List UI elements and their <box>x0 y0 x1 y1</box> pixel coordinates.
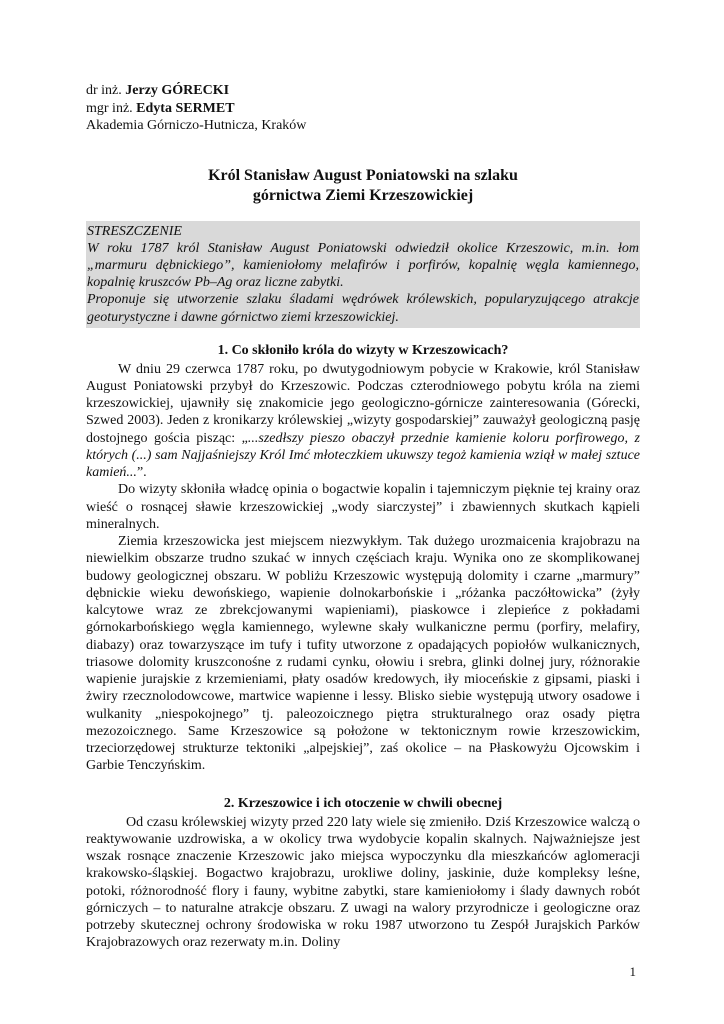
title-line-1: Król Stanisław August Poniatowski na szlaku <box>208 166 518 184</box>
title-line-2: górnictwa Ziemi Krzeszowickiej <box>252 186 474 204</box>
author-2-title: mgr inż. <box>86 100 133 116</box>
page-content <box>86 82 640 952</box>
section-1-paragraph-2: Do wizyty skłoniła władcę opinia o bogactwie kopalin i tajemniczym pięknie tej krainy oraz wieść o rosnącej sławie krzeszowickiej „wody siarczystej” i zbawiennych skutkach kąpieli mineralnych. <box>86 482 640 532</box>
section-2-heading: 2. Krzeszowice i ich otoczenie w chwili obecnej <box>223 795 503 811</box>
section-2-paragraph-1: Od czasu królewskiej wizyty przed 220 laty wiele się zmieniło. Dziś Krzeszowice walczą o reaktywowanie uzdrowiska, a w okolicy trwa wydobycie kopalin skalnych. Najważniejsze jest wszak rosnące znaczenie Krzeszowic jako miejsca wypoczynku dla mieszkańców aglomeracji krakowsko-śląskiej. Bogactwo krajobrazu, urokliwe doliny, jaskinie, duże kompleksy leśne, potoki, różnorodność flory i fauny, wybitne zabytki, stare kamieniołomy i ślady dawnych robót górniczych – to naturalne atrakcje obszaru. Z uwagi na walory przyrodnicze i geologiczne oraz potrzeby skutecznej ochrony środowiska w roku 1987 utworzono tu Zespół Jurajskich Parków Krajobrazowych oraz rezerwaty m.in. Doliny <box>86 814 640 951</box>
page-number: 1 <box>629 964 636 979</box>
section-1-p1-start: W dniu 29 czerwca 1787 roku, po dwutygodniowym pobycie w Krakowie, król Stanisław August Poniatowski przybył do Krzeszowic. Podczas czterodniowego pobytu króla na ziemi krzeszowickiej, ujawniły się znakomicie jego geologiczno-górnicze zainteresowania (Górecki, Szwed 2003). Jeden z kronikarzy królewskiej „wizyty gospodarskiej” zauważył geologiczną pasję dostojnego gościa pisząc: „ <box>86 361 640 446</box>
chronicle-quote: ...szedłszy pieszo obaczył przednie kamienie koloru porfirowego, z których (...) sam Najjaśniejszy Król Imć młoteczkiem ukuwszy tegoż kamienia wziął w małej sztuce kamień... <box>86 430 640 481</box>
paper-title <box>86 166 640 206</box>
author-2 <box>86 100 640 118</box>
affiliation: Akademia Górniczo-Hutnicza, Kraków <box>86 118 307 133</box>
abstract-box <box>86 221 640 328</box>
authors-block <box>86 82 640 135</box>
section-1-p1-end: ”. <box>136 465 147 481</box>
section-2 <box>86 795 640 952</box>
section-1-heading: 1. Co skłoniło króla do wizyty w Krzeszowicach? <box>217 342 509 358</box>
section-1-paragraph-1 <box>86 361 640 482</box>
section-1-paragraph-3: Ziemia krzeszowicka jest miejscem niezwykłym. Tak dużego urozmaicenia krajobrazu na niewielkim obszarze trudno szukać w innych częściach kraju. Wynika ono ze skomplikowanej budowy geologicznej obszaru. W pobliżu Krzeszowic występują dolomity i czarne „marmury” dębnickie wieku dewońskiego, wapienie dolnokarbońskie i „różanka paczółtowicka” (żyły kalcytowe wraz ze zbrekcjowanymi wapieniami), piaskowce i zlepieńce z pokładami górnokarbońskiego węgla kamiennego, wylewne skały wulkaniczne permu (porfiry, melafiry, diabazy) oraz towarzyszące im tufy i tufity utworzone z opadających popiołów wulkanicznych, triasowe dolomity kruszconośne z rudami cynku, ołowiu i srebra, glinki dolnej jury, różnorakie wapienie jurajskie z krzemieniami, płaty osadów kredowych, iły mioceńskie z gipsami, piaski i żwiry rzecznolodowcowe, martwice wapienne i lessy. Blisko siebie występują utwory osadowe i wulkanity „niespokojnego” tj. paleozoicznego piętra strukturalnego oraz osady piętra mezozoicznego. Same Krzeszowice są położone w tektonicznym rowie krzeszowickim, trzeciorzędowej strukturze tektoniki „alpejskiej”, zaś okolice – na Płaskowyżu Ojcowskim i Garbie Tenczyńskim. <box>86 534 640 774</box>
section-1 <box>86 342 640 775</box>
author-1-name: Jerzy GÓRECKI <box>125 83 230 98</box>
abstract-paragraph-2: Proponuje się utworzenie szlaku śladami wędrówek królewskich, popularyzującego atrakcje geoturystyczne i dawne górnictwo ziemi krzeszowickiej. <box>87 292 639 325</box>
abstract-heading: STRESZCZENIE <box>87 223 182 239</box>
author-1-title: dr inż. <box>86 83 122 98</box>
author-2-name: Edyta SERMET <box>136 100 235 116</box>
abstract-paragraph-1: W roku 1787 król Stanisław August Poniatowski odwiedził okolice Krzeszowic, m.in. łom „marmuru dębnickiego”, kamieniołomy melafirów i porfirów, kopalnię węgla kamiennego, kopalnię kruszców Pb–Ag oraz liczne zabytki. <box>87 240 639 291</box>
author-1 <box>86 82 640 100</box>
